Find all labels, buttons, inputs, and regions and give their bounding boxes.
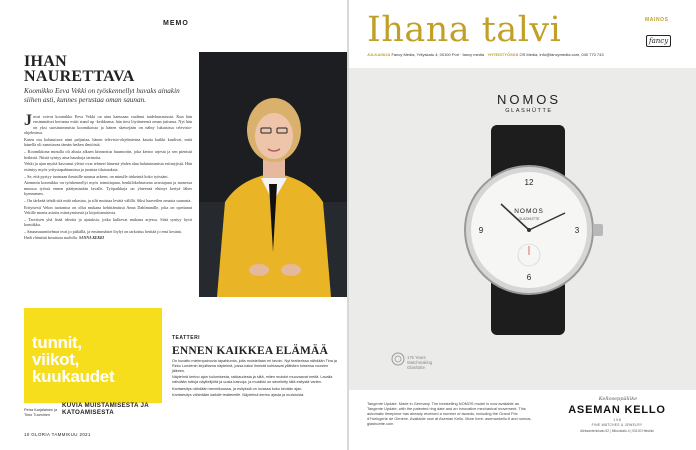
- body-paragraph: – Tarvitsen yhä lisää ideoita ja ajatuksia, jotka kulkevat mukana arjessa. Siitä syntyy hyvä komiikka.: [24, 217, 192, 228]
- ad-copy: Tangente Update. Made in Germany. The bestselling NOMOS model is now available as Tangente Update, with the patented ring date and an innovative mechanical movement. This automatic timepiece has already received a number of awards, including the Grand Prix d'Horlogerie de Genève. Available now at Aseman Kello. More here: asemankello.fi and nomos-glashuette.com: [367, 401, 532, 426]
- theatre-headline: ENNEN KAIKKEA ELÄMÄÄ: [172, 345, 329, 357]
- portrait-illustration: [199, 52, 347, 297]
- anniversary-badge-text: 175 Years Watchmaking Glashütte: [407, 355, 433, 370]
- photo-credit: Hetki elämästä kuvattuna studiolla. SANNA KEKKI: [24, 236, 104, 241]
- publisher-row: [367, 52, 604, 57]
- body-paragraph: Aiemmin koomikko on työskennellyt myös toimittajana, henkilökohtaisena avustajana ja monessa muussa työssä ennen päätymistään lavalle. Työpaikkoja on yhteensä ehtinyt kertyä lähes kymmenen.: [24, 180, 192, 197]
- ad-brand-title: Ihana talvi: [367, 10, 562, 50]
- book-title-line-3: kuukaudet: [32, 367, 115, 386]
- partner-label: YHTEISTYÖSSÄ: [487, 52, 519, 57]
- body-paragraph: – Se, että pystyy tuomaan ihmisille naurua arkeen, on minulle tärkeintä koko työssäni.: [24, 173, 169, 179]
- publisher-text: Fancy Media, Yrityskatu 4, 00100 Pori · fancy media: [391, 52, 485, 57]
- headline-line-2: NAURETTAVA: [24, 68, 135, 85]
- book-title-line-2: viikot,: [32, 350, 80, 369]
- svg-text:GLASHÜTTE: GLASHÜTTE: [518, 217, 540, 221]
- theatre-paragraph: Kantaesitys nähdään tammikuussa, ja esityksiä on luvassa koko kevään ajan.: [172, 386, 303, 391]
- store-address: Aleksanterinkatu 52 | Mikonkatu 4 | 00100 Helsinki: [580, 429, 654, 433]
- theatre-paragraph: On kuvattu mielenpainuvia tapahtumia, joita muistellaan eri tavoin. Nyt teatterissa nähdään Tina ja Reko Lundénin kirjoittama näytelmä, jossa kaksi ihmistä kohtaavat yllättäen toisensa vuosien jälkeen.: [172, 359, 337, 373]
- theatre-label: TEATTERI: [172, 335, 201, 341]
- body-paragraph: – Koomikkona minulla oli alusta alkaen kiinnostus huumoriin, joka kertoo arjesta ja sen pienistä hetkistä. Niistä syntyy aina hauskoja tarinoita.: [24, 149, 192, 160]
- book-caption: Petra Karjalainen ja Timo Tuominen: [24, 408, 58, 417]
- book-subtitle: KUVIA MUISTAMISESTA JA KATOAMISESTA: [62, 402, 149, 416]
- book-cover-box: [24, 308, 162, 403]
- watch-brand-sub: GLASHÜTTE: [505, 108, 553, 114]
- watch-image: [429, 125, 629, 335]
- svg-text:6: 6: [526, 273, 532, 282]
- article-headline: [24, 54, 194, 84]
- svg-text:12: 12: [524, 178, 534, 187]
- book-title-line-1: tunnit,: [32, 333, 82, 352]
- right-page: [349, 0, 696, 450]
- store-since: 1 9 8: [613, 418, 621, 422]
- store-fine: FINE WATCHES & JEWELRY: [591, 423, 643, 427]
- portrait-photo: [199, 52, 347, 297]
- watch-brand: NOMOS: [496, 92, 562, 107]
- page-footer: 10 GLORIA TAMMIKUU 2021: [24, 432, 91, 437]
- book-title: [32, 334, 114, 385]
- article-body: [24, 114, 192, 243]
- body-paragraph: Kuten osa kohauttava nimi paljastaa, hänen televisio-ohjelmiensa kautta kaikki kuulivat, mitä hänellä oli sanottavaa tämän hetken ilmiöistä.: [24, 137, 192, 148]
- body-paragraph: Juvat voivat koomikko Eeva Vekki on aina kanssaan vaalinut taideharrastusta. Kun hän ensimmäiset kertansa esitti stand up -keikkansa, hän tiesi löytäneensä oman juttunsa. Nyt hän on yksi suosituimmista koomikoista ja hänen sketsejään on nähty lukuisissa televisio-ohjelmissa.: [24, 112, 192, 136]
- svg-text:3: 3: [574, 226, 580, 235]
- body-paragraph: Vekki ja ajan myötä kasvanut yleisö ovat tehneet hänestä yhden alan halutuimmista esiintyjistä. Hän esiintyy myös yritystapahtumissa ja juontaa tilaisuuksia.: [24, 161, 192, 172]
- publisher-label: JULKAISIJA: [367, 52, 391, 57]
- section-label: MEMO: [163, 20, 189, 27]
- headline-line-1: IHAN: [24, 53, 67, 70]
- store-logo: ASEMAN KELLO: [568, 404, 666, 416]
- theatre-body: [172, 359, 340, 399]
- theatre-paragraph: Näytelmä kertoo ajan kulumisesta, rakkaudesta ja siitä, miten muistot muovaavat meitä. Lavalla nähdään tuttuja näyttelijöitä ja uusia kasvoja, ja musiikki on sävelletty tätä esitystä varten.: [172, 375, 333, 385]
- partner-text: OS Media, info@fancymedia.com, 040 770 743: [519, 52, 604, 57]
- body-paragraph: – Saunasuunnitelmat ovat jo pitkällä, ja ensimmäiset löylyt on tarkoitus heittää jo ensi kesänä.: [24, 229, 182, 235]
- svg-text:NOMOS: NOMOS: [514, 208, 544, 215]
- body-paragraph: Erityisesti Vekin tuotantoa on ollut mukana kehittämässä Anna Dahlmanille, joka on opettanut Vekille monia asioita esiintymisestä ja kirjoittamisesta.: [24, 204, 192, 216]
- anniversary-badge-icon: [391, 352, 405, 366]
- partner-logo: fancy: [646, 35, 671, 47]
- article-lead: Koomikko Eeva Vekki on työskennellyt huvaks ainakin siihen asti, kunnes perustaa oman saunan.: [24, 87, 180, 104]
- left-page: [0, 0, 347, 450]
- theatre-footer: Kantaesitys vähintään kaikille teattereille. Näytelmä kertoo ajasta ja muistoista.: [172, 392, 305, 397]
- body-paragraph: – On tärkeää tehdä sitä mitä rakastaa, ja silti muistaa levätä välillä. Siksi haaveilen omasta saunasta.: [24, 198, 192, 204]
- store-tagline: Kelloseppäliike: [598, 396, 638, 402]
- ad-label: MAINOS: [645, 17, 669, 23]
- svg-text:9: 9: [478, 226, 484, 235]
- drop-cap: J: [24, 112, 32, 129]
